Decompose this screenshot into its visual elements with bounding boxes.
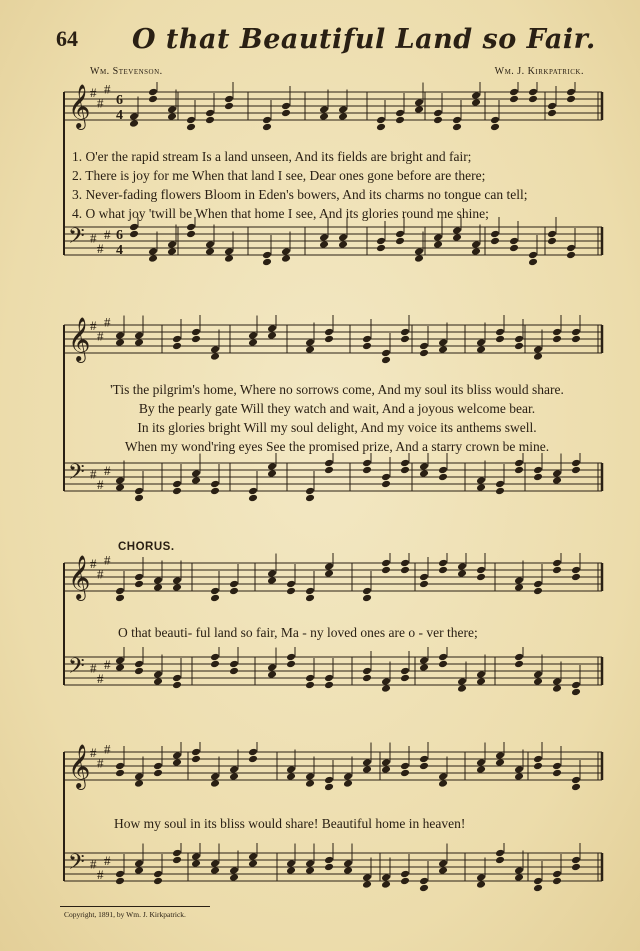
sharp-icon: # bbox=[97, 566, 104, 582]
verse-line: 3. Never-fading flowers Bloom in Eden's bowers, And its charms no tongue can tell; bbox=[72, 187, 528, 202]
sharp-icon: # bbox=[90, 745, 97, 760]
sharp-icon: # bbox=[104, 553, 111, 568]
sharp-icon: # bbox=[90, 856, 97, 872]
page-number: 64 bbox=[56, 26, 78, 51]
treble-clef-icon: 𝄞 bbox=[68, 317, 91, 361]
sharp-icon: # bbox=[97, 241, 104, 256]
time-sig-top: 6 bbox=[116, 228, 123, 243]
sharp-icon: # bbox=[104, 227, 111, 242]
treble-clef-icon: 𝄞 bbox=[68, 555, 91, 599]
verses-part1 bbox=[72, 147, 527, 223]
verse-line: 2. There is joy for me When that land I see, Dear ones gone before are there; bbox=[72, 168, 486, 183]
sharp-icon: # bbox=[104, 315, 111, 330]
time-sig-top: 6 bbox=[116, 93, 123, 108]
verse-line: In its glories bright Will my soul delight, And my voice its anthems swell. bbox=[137, 420, 537, 435]
verses-part2 bbox=[72, 380, 602, 456]
sharp-icon: # bbox=[104, 742, 111, 757]
sharp-icon: # bbox=[90, 85, 97, 100]
sharp-icon: # bbox=[97, 755, 104, 771]
verse-line: 1. O'er the rapid stream Is a land unseen, And its fields are bright and fair; bbox=[72, 149, 472, 164]
sharp-icon: # bbox=[97, 95, 104, 111]
sharp-icon: # bbox=[104, 82, 111, 97]
sharp-icon: # bbox=[90, 466, 97, 482]
treble-clef-icon: 𝄞 bbox=[68, 84, 91, 128]
sharp-icon: # bbox=[90, 556, 97, 571]
treble-clef-icon: 𝄞 bbox=[68, 744, 91, 788]
sharp-icon: # bbox=[104, 853, 111, 868]
footer-rule bbox=[60, 906, 210, 907]
time-sig-bottom: 4 bbox=[116, 108, 123, 123]
verse-line: By the pearly gate Will they watch and wait, And a joyous welcome bear. bbox=[138, 401, 536, 416]
chorus-label: CHORUS. bbox=[118, 541, 175, 553]
chorus-lyric-1: O that beauti- ful land so fair, Ma - ny loved ones are o - ver there; bbox=[118, 625, 478, 640]
verse-line: 4. O what joy 'twill be When that home I see, And its glories round me shine; bbox=[72, 206, 489, 221]
sharp-icon: # bbox=[97, 328, 104, 344]
hymn-title: O that Beautiful Land so Fair. bbox=[132, 24, 596, 55]
bass-clef-icon: 𝄢 bbox=[68, 654, 85, 684]
verse-line: 'Tis the pilgrim's home, Where no sorrows come, And my soul its bliss would share. bbox=[110, 382, 564, 397]
sharp-icon: # bbox=[90, 230, 97, 246]
sharp-icon: # bbox=[104, 463, 111, 478]
bass-clef-icon: 𝄢 bbox=[68, 460, 85, 490]
verse-line: When my wond'ring eyes See the promised prize, And a starry crown be mine. bbox=[124, 439, 550, 454]
chorus-lyric-2: How my soul in its bliss would share! Beautiful home in heaven! bbox=[114, 816, 466, 831]
sharp-icon: # bbox=[97, 477, 104, 492]
bass-clef-icon: 𝄢 bbox=[68, 224, 85, 254]
sharp-icon: # bbox=[90, 318, 97, 333]
sharp-icon: # bbox=[97, 867, 104, 882]
sharp-icon: # bbox=[97, 671, 104, 686]
time-sig-bottom: 4 bbox=[116, 243, 123, 258]
copyright-notice: Copyright, 1891, by Wm. J. Kirkpatrick. bbox=[64, 910, 186, 919]
sharp-icon: # bbox=[90, 660, 97, 676]
composer-credit: Wm. J. Kirkpatrick. bbox=[494, 66, 584, 77]
lyricist-credit: Wm. Stevenson. bbox=[90, 66, 163, 77]
bass-clef-icon: 𝄢 bbox=[68, 850, 85, 880]
sharp-icon: # bbox=[104, 657, 111, 672]
